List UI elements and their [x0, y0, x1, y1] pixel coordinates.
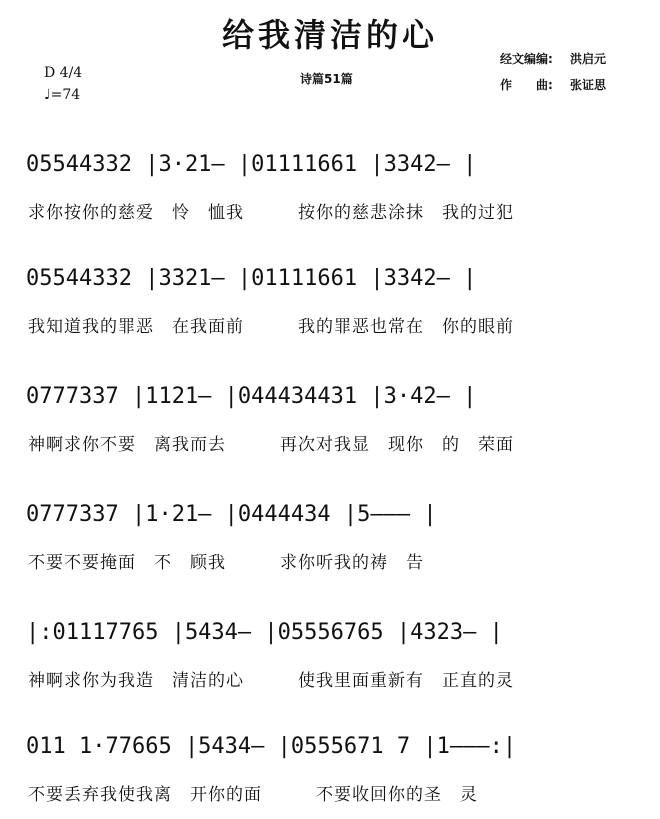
lyric-label: 经文编编:: [500, 52, 553, 66]
system-5: [0, 594, 660, 704]
credits: [500, 46, 606, 98]
lyric-line: 求你按你的慈爱 怜 恤我 按你的慈悲涂抹 我的过犯: [28, 203, 514, 223]
notation-line: 011 1·77665 |5434– |0555671 7 |1–––:|: [26, 734, 517, 759]
system-3: [0, 358, 660, 468]
song-title: 给我清洁的心: [221, 16, 438, 54]
tempo-marking: ♩=74: [44, 87, 81, 103]
lyric-line: 不要不要掩面 不 顾我 求你听我的祷 告: [28, 553, 424, 573]
lyric-line: 神啊求你为我造 清洁的心 使我里面重新有 正直的灵: [28, 671, 514, 691]
key-meter: D 4/4: [44, 65, 83, 81]
notation-line: 05544332 |3321– |01111661 |3342– |: [26, 266, 477, 291]
notation-line: 05544332 |3·21– |01111661 |3342– |: [26, 152, 477, 177]
system-1: [0, 126, 660, 236]
scripture-source: 诗篇51篇: [300, 72, 353, 86]
tempo-block: [44, 62, 82, 106]
system-4: [0, 476, 660, 586]
system-2: [0, 240, 660, 350]
lyric-author: 洪启元: [570, 52, 607, 66]
notation-line: |:01117765 |5434– |05556765 |4323– |: [26, 620, 503, 645]
lyric-line: 不要丢弃我使我离 开你的面 不要收回你的圣 灵: [28, 785, 478, 805]
composer-label: 作 曲:: [500, 78, 553, 92]
composer-name: 张证思: [570, 78, 607, 92]
lyric-line: 我知道我的罪恶 在我面前 我的罪恶也常在 你的眼前: [28, 317, 514, 337]
lyric-line: 神啊求你不要 离我而去 再次对我显 现你 的 荣面: [28, 435, 514, 455]
system-6: [0, 708, 660, 818]
notation-line: 0777337 |1121– |044434431 |3·42– |: [26, 384, 477, 409]
notation-line: 0777337 |1·21– |0444434 |5––– |: [26, 502, 437, 527]
